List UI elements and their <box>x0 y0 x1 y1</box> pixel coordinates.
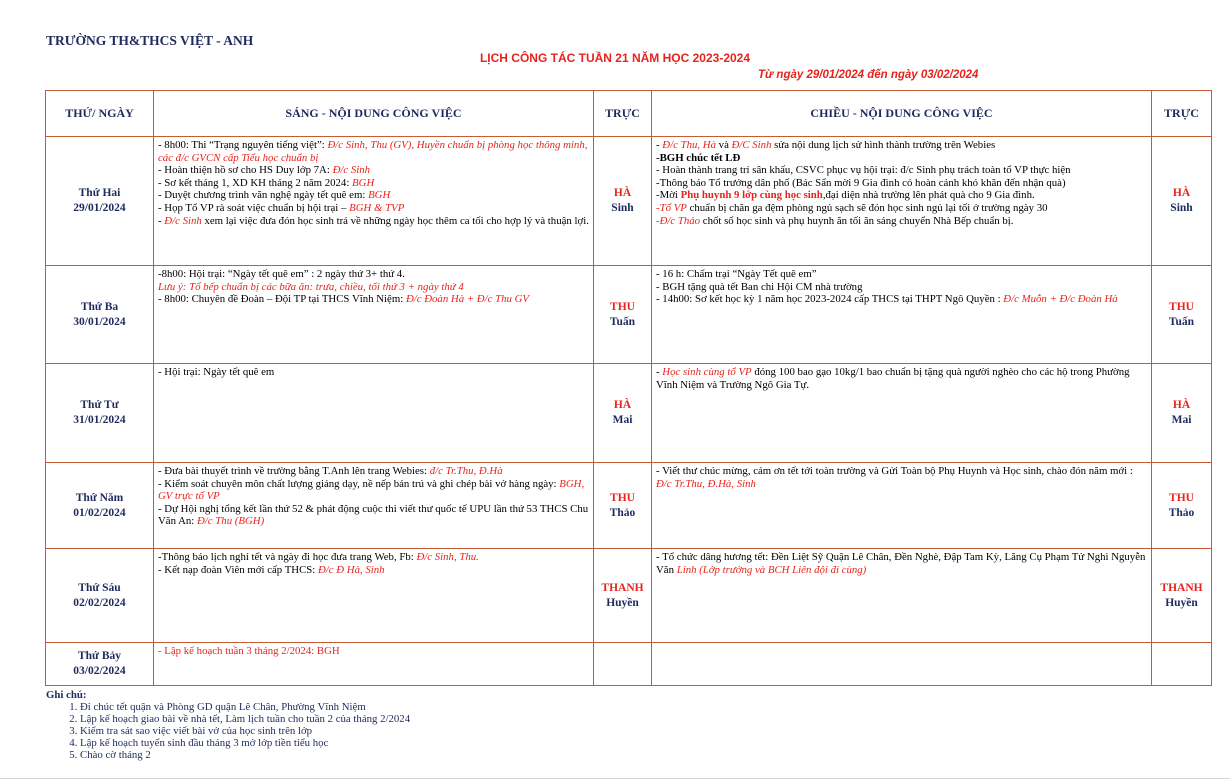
day-name: Thứ Ba <box>80 300 119 313</box>
task-text: Đ/c Sinh, Thu. <box>416 551 479 563</box>
task-text: Đ/c Đ Hà, Sinh <box>318 563 385 576</box>
task-line <box>158 189 589 202</box>
task-line <box>158 551 589 564</box>
day-date: 01/02/2024 <box>73 506 126 519</box>
task-text: chuẩn bị chăn ga đệm phòng ngủ sạch sẽ đón học sinh ngủ lại tối ở trường ngày 30 <box>686 201 1048 214</box>
task-text: xem lại việc đưa đón học sinh trả về những ngày học thêm ca tối cho hợp lý và thuận lợi. <box>201 214 589 227</box>
task-text: -8h00: Hội trại: “Ngày tết quê em” : 2 ngày thứ 3+ thứ 4. <box>158 268 405 280</box>
table-row <box>46 463 1212 549</box>
task-text: Học sinh cùng tổ VP <box>662 366 752 378</box>
task-text: ,đại diện nhà trường lên phát quà cho 9 Gia đình. <box>822 189 1035 202</box>
duty-person: Huyền <box>1165 596 1198 609</box>
task-text: Phụ huynh 9 lớp cùng học sinh <box>680 189 823 202</box>
day-date: 03/02/2024 <box>73 665 126 677</box>
task-text: BGH <box>368 189 391 202</box>
table-row <box>46 137 1212 266</box>
duty-person: Thảo <box>609 506 636 519</box>
note-item: 3. Kiểm tra sát sao việc viết bài vở của học sinh trên lớp <box>80 725 410 737</box>
task-line <box>656 139 1147 152</box>
duty-am-cell <box>594 137 652 266</box>
duty-pm-cell <box>1152 643 1212 686</box>
task-line <box>158 202 589 215</box>
day-date: 31/01/2024 <box>73 414 126 426</box>
task-text: - Dự Hội nghị tổng kết lần thứ 52 & phát động cuộc thi viết thư quốc tế UPU lần thứ 53 THCS Chu Văn An: <box>158 502 589 528</box>
day-date: 30/01/2024 <box>73 315 126 328</box>
note-item: 2. Lập kế hoạch giao bài về nhà tết, Làm lịch tuần cho tuần 2 của tháng 2/2024 <box>80 713 410 725</box>
task-line <box>656 366 1147 391</box>
task-text: -Thông báo lịch nghỉ tết và ngày đi học đưa trang Web, Fb: <box>158 551 417 563</box>
task-line <box>656 215 1147 228</box>
task-text: Đ/c Tr.Thu, Đ.Hà, Sinh <box>656 477 756 490</box>
task-text: - 8h00: Thi “Trạng nguyên tiếng việt”: <box>158 139 328 151</box>
task-text: -Đ/c Thảo <box>656 214 701 227</box>
col-header-day: THỨ/ NGÀY <box>46 91 154 137</box>
task-line <box>158 645 589 658</box>
duty-grade: HÀ <box>1172 399 1191 411</box>
duty-grade: HÀ <box>1172 187 1191 199</box>
task-text: chốt số học sinh và phụ huynh ăn tối ăn sáng chuyển Nhà Bếp chuẩn bị. <box>700 214 1014 227</box>
task-line <box>158 139 589 164</box>
task-text: - Duyệt chương trình văn nghệ ngày tết quê em: <box>158 189 369 202</box>
duty-grade: THANH <box>601 581 644 594</box>
duty-am-cell <box>594 463 652 549</box>
task-text: và <box>715 139 732 151</box>
notes-list <box>46 701 410 761</box>
duty-person: Tuấn <box>1168 315 1195 328</box>
afternoon-cell <box>652 266 1152 364</box>
day-name: Thứ Năm <box>75 491 124 504</box>
day-name: Thứ Bảy <box>77 650 121 662</box>
morning-cell <box>154 643 594 686</box>
morning-cell <box>154 364 594 463</box>
col-header-duty-pm: TRỰC <box>1152 91 1212 137</box>
duty-grade: HÀ <box>613 399 632 411</box>
morning-cell <box>154 463 594 549</box>
task-text: - Hoàn thành trang trí sân khấu, CSVC phục vụ hội trại: đ/c Sinh phụ trách toàn tổ VP thực hiện <box>656 164 1071 177</box>
task-text: Đ/c Đoàn Hà + Đ/c Thu GV <box>405 293 529 306</box>
duty-person: Huyền <box>606 596 639 609</box>
duty-pm-cell <box>1152 364 1212 463</box>
duty-pm-cell <box>1152 137 1212 266</box>
table-row <box>46 266 1212 364</box>
duty-grade: THU <box>1169 300 1194 313</box>
task-text: -BGH chúc tết LĐ <box>656 151 741 164</box>
duty-grade: THU <box>610 491 635 504</box>
task-text: - 16 h: Chấm trại “Ngày Tết quê em” <box>656 268 817 280</box>
task-line <box>158 164 589 177</box>
task-text: - Sơ kết tháng 1, XD KH tháng 2 năm 2024: <box>158 176 353 189</box>
task-text: Đ/c Thu (BGH) <box>197 515 265 528</box>
task-text: đóng 100 bao gạo 10kg/1 bao chuẩn bị tặng quà người nghèo cho các hộ trong Phường Vĩnh Niệm và Trường Ngô Gia Tự. <box>656 366 1130 391</box>
task-line <box>158 503 589 528</box>
day-cell <box>46 364 154 463</box>
duty-grade: THANH <box>1160 581 1203 594</box>
duty-grade: HÀ <box>613 187 632 199</box>
duty-person: Tuấn <box>609 315 636 328</box>
task-line <box>158 366 589 379</box>
task-text: -Thông báo Tổ trưởng dân phố (Bác Sẩn mời 9 Gia đình có hoàn cảnh khó khăn đến nhận quà) <box>656 176 1066 189</box>
duty-person: Mai <box>1171 414 1192 426</box>
table-row <box>46 549 1212 643</box>
day-cell <box>46 463 154 549</box>
task-line <box>656 268 1147 281</box>
task-text: đ/c Tr.Thu, Đ.Hà <box>429 465 503 477</box>
day-cell <box>46 549 154 643</box>
notes-section <box>46 689 410 762</box>
task-line <box>158 478 589 503</box>
task-line <box>656 202 1147 215</box>
afternoon-cell <box>652 549 1152 643</box>
note-item: 4. Lập kế hoạch tuyển sinh đầu tháng 3 mở lớp tiền tiểu học <box>80 737 410 749</box>
school-name: TRƯỜNG TH&THCS VIỆT - ANH <box>46 33 254 48</box>
task-text: - Kiểm soát chuyên môn chất lượng giảng dạy, nề nếp bán trú và ghi chép bài vở hàng ngày: <box>158 477 560 490</box>
task-text: - <box>158 214 165 227</box>
task-text: Lưu ý: Tổ bếp chuẩn bị các bữa ăn: trưa, chiều, tối thứ 3 + ngày thứ 4 <box>158 280 464 293</box>
task-text: - Lập kế hoạch tuần 3 tháng 2/2024: BGH <box>158 645 340 657</box>
day-name: Thứ Tư <box>80 399 119 411</box>
task-text: - Kết nạp đoàn Viên mới cấp THCS: <box>158 563 318 576</box>
task-text: - Hội trại: Ngày tết quê em <box>158 366 275 378</box>
table-row <box>46 643 1212 686</box>
day-name: Thứ Sáu <box>78 581 121 594</box>
duty-grade: THU <box>1169 491 1194 504</box>
duty-am-cell <box>594 266 652 364</box>
task-text: BGH, GV trực tổ VP <box>158 477 585 503</box>
task-line <box>158 281 589 294</box>
day-date: 02/02/2024 <box>73 596 126 609</box>
task-line <box>656 281 1147 294</box>
schedule-table <box>45 90 1212 686</box>
task-line <box>656 164 1147 177</box>
notes-heading: Ghi chú: <box>46 689 87 701</box>
task-line <box>158 268 589 281</box>
day-name: Thứ Hai <box>78 187 121 199</box>
col-header-duty-am: TRỰC <box>594 91 652 137</box>
task-text: - Tổ chức dâng hương tết: Đền Liệt Sỹ Quận Lê Chân, Đền Nghè, Đập Tam Kỳ, Lăng Cụ Phạm Tử Nghi Nguyễn Văn <box>656 551 1146 576</box>
afternoon-cell <box>652 364 1152 463</box>
task-line <box>656 465 1147 490</box>
note-item: 5. Chào cờ tháng 2 <box>80 749 410 761</box>
task-text: - 8h00: Chuyên đề Đoàn – Đội TP tại THCS Vĩnh Niệm: <box>158 293 406 306</box>
morning-cell <box>154 266 594 364</box>
task-text: Đ/c Thu, Hà <box>662 139 716 151</box>
table-row <box>46 364 1212 463</box>
task-text: - Viết thư chúc mừng, cảm ơn tết tới toàn trường và Gửi Toàn bộ Phụ Huynh và Học sinh, chào đón năm mới : <box>656 465 1133 477</box>
table-header-row <box>46 91 1212 137</box>
day-cell <box>46 643 154 686</box>
day-cell <box>46 137 154 266</box>
page-bottom-rule <box>0 778 1230 779</box>
task-text: Đ/c Sinh <box>164 214 202 227</box>
task-text: Đ/C Sinh <box>731 139 772 151</box>
page-title: LỊCH CÔNG TÁC TUẦN 21 NĂM HỌC 2023-2024 <box>479 51 751 65</box>
task-line <box>656 177 1147 190</box>
task-text: BGH <box>352 176 375 189</box>
duty-person: Sinh <box>1170 202 1193 214</box>
afternoon-cell <box>652 137 1152 266</box>
afternoon-cell <box>652 463 1152 549</box>
task-line <box>656 293 1147 306</box>
duty-am-cell <box>594 364 652 463</box>
morning-cell <box>154 137 594 266</box>
task-text: Đ/c Sinh, Thu (GV), Huyền chuẩn bị phòng học thông minh, các đ/c GVCN cấp Tiểu học chuẩn bị <box>158 139 588 164</box>
task-text: - 14h00: Sơ kết học kỳ 1 năm học 2023-2024 cấp THCS tại THPT Ngô Quyền : <box>656 293 1004 306</box>
task-text: BGH & TVP <box>349 201 405 214</box>
day-date: 29/01/2024 <box>73 202 126 214</box>
duty-person: Thảo <box>1168 506 1195 519</box>
afternoon-cell <box>652 643 1152 686</box>
task-text: sửa nội dung lịch sử hình thành trường trên Webies <box>771 139 996 151</box>
duty-pm-cell <box>1152 266 1212 364</box>
col-header-afternoon: CHIỀU - NỘI DUNG CÔNG VIỆC <box>652 91 1152 137</box>
task-line <box>158 465 589 478</box>
task-line <box>158 293 589 306</box>
duty-pm-cell <box>1152 549 1212 643</box>
task-text: Linh (Lớp trưởng và BCH Liên đội đi cùng) <box>676 563 867 576</box>
task-text: - <box>656 139 663 151</box>
duty-person: Mai <box>612 414 633 426</box>
task-line <box>656 189 1147 202</box>
duty-am-cell <box>594 549 652 643</box>
task-line <box>656 152 1147 165</box>
duty-pm-cell <box>1152 463 1212 549</box>
morning-cell <box>154 549 594 643</box>
task-text: -Tổ VP <box>656 201 687 214</box>
task-text: -Mời <box>656 189 681 202</box>
task-line <box>158 215 589 228</box>
task-text: - BGH tặng quà tết Ban chi Hội CM nhà trường <box>656 280 863 293</box>
date-range: Từ ngày 29/01/2024 đến ngày 03/02/2024 <box>758 69 979 81</box>
task-line <box>158 564 589 577</box>
task-text: - <box>656 366 663 378</box>
task-text: Đ/c Sinh <box>332 164 371 177</box>
day-cell <box>46 266 154 364</box>
note-item: 1. Đi chúc tết quận và Phòng GD quận Lê Chân, Phường Vĩnh Niệm <box>80 701 410 713</box>
duty-person: Sinh <box>611 202 634 214</box>
task-text: - Hoàn thiện hồ sơ cho HS Duy lớp 7A: <box>158 164 333 177</box>
task-text: - Đưa bài thuyết trình về trường bằng T.Anh lên trang Webies: <box>158 465 430 477</box>
duty-am-cell <box>594 643 652 686</box>
task-line <box>656 551 1147 576</box>
task-text: Đ/c Muỗn + Đ/c Đoàn Hà <box>1003 293 1118 306</box>
duty-grade: THU <box>610 300 635 313</box>
col-header-morning: SÁNG - NỘI DUNG CÔNG VIỆC <box>154 91 594 137</box>
task-text: - Họp Tổ VP rà soát việc chuẩn bị hội trại – <box>158 201 350 214</box>
task-line <box>158 177 589 190</box>
